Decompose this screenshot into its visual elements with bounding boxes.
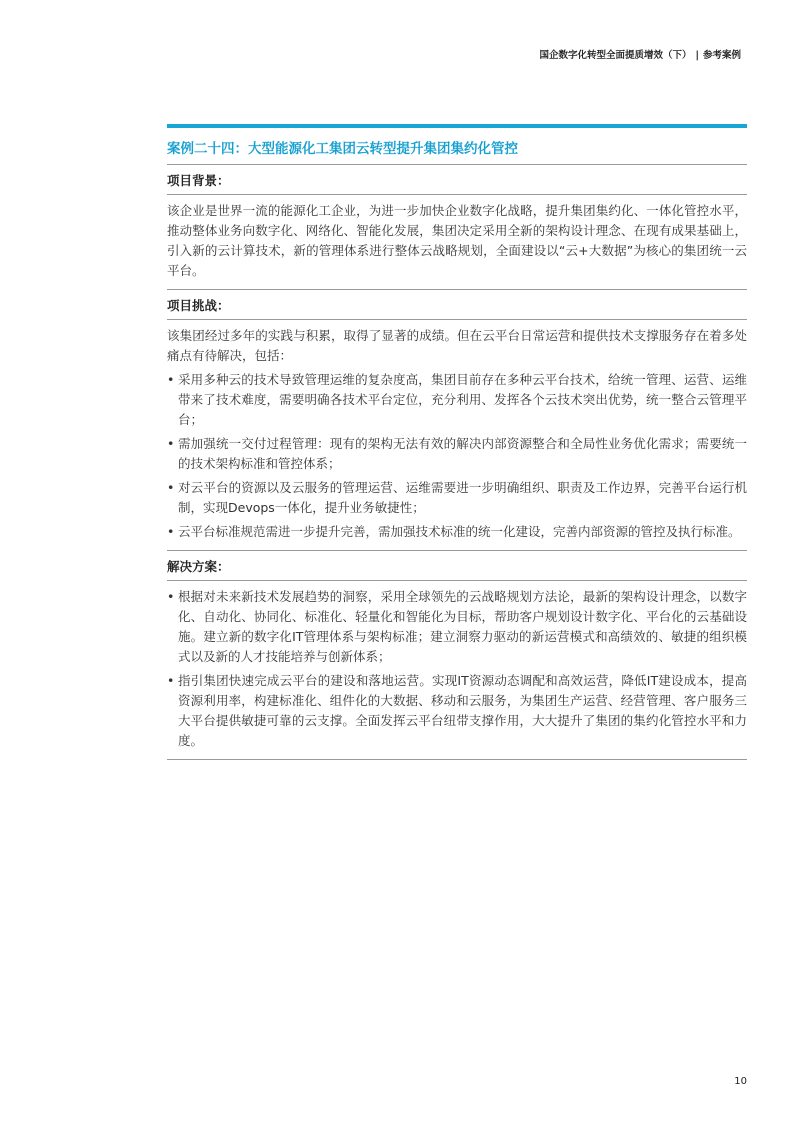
background-heading: 项目背景： <box>167 165 747 195</box>
background-section <box>167 195 747 290</box>
case-title: 案例二十四：大型能源化工集团云转型提升集团集约化管控 <box>167 141 518 157</box>
challenge-item: • 需加强统一交付过程管理：现有的架构无法有效的解决内部资源整合和全局性业务优化需求；需要统一的技术架构标准和管控体系； <box>167 434 747 474</box>
challenges-list <box>167 370 747 542</box>
page-number: 10 <box>734 1076 747 1087</box>
solution-list <box>167 587 747 751</box>
doc-title: 国企数字化转型全面提质增效（下） <box>539 50 692 61</box>
solution-heading: 解决方案： <box>167 551 747 581</box>
background-text: 该企业是世界一流的能源化工企业，为进一步加快企业数字化战略，提升集团集约化、一体化管控水平，推动整体业务向数字化、网络化、智能化发展，集团决定采用全新的架构设计理念、在现有成果基础上，引入新的云计算技术，新的管理体系进行整体云战略规划，全面建设以“云+大数据”为核心的集团统一云平台。 <box>167 203 747 278</box>
challenges-section <box>167 320 747 551</box>
challenges-heading: 项目挑战： <box>167 290 747 320</box>
case-title-bar <box>167 124 747 165</box>
solution-item: • 根据对未来新技术发展趋势的洞察，采用全球领先的云战略规划方法论，最新的架构设计理念，以数字化、自动化、协同化、标准化、轻量化和智能化为目标，帮助客户规划设计数字化、平台化的云基础设施。建立新的数字化IT管理体系与架构标准；建立洞察力驱动的新运营模式和高绩效的、敏捷的组织模式以及新的人才技能培养与创新体系； <box>167 587 747 667</box>
challenge-item: • 云平台标准规范需进一步提升完善，需加强技术标准的统一化建设，完善内部资源的管控及执行标准。 <box>167 522 747 542</box>
case-content <box>167 124 747 760</box>
solution-section <box>167 581 747 760</box>
header-separator: | <box>695 50 699 61</box>
section-label: 参考案例 <box>702 50 741 61</box>
challenge-item: • 采用多种云的技术导致管理运维的复杂度高，集团目前存在多种云平台技术，给统一管理、运营、运维带来了技术难度，需要明确各技术平台定位，充分利用、发挥各个云技术突出优势，统一整合云管理平台； <box>167 370 747 430</box>
running-header <box>539 47 741 61</box>
solution-item: • 指引集团快速完成云平台的建设和落地运营。实现IT资源动态调配和高效运营，降低IT建设成本，提高资源利用率，构建标准化、组件化的大数据、移动和云服务，为集团生产运营、经营管理、客户服务三大平台提供敏捷可靠的云支撑。全面发挥云平台纽带支撑作用，大大提升了集团的集约化管控水平和力度。 <box>167 671 747 751</box>
challenges-intro: 该集团经过多年的实践与积累，取得了显著的成绩。但在云平台日常运营和提供技术支撑服务存在着多处痛点有待解决，包括： <box>167 328 747 363</box>
challenge-item: • 对云平台的资源以及云服务的管理运营、运维需要进一步明确组织、职责及工作边界，完善平台运行机制，实现Devops一体化，提升业务敏捷性； <box>167 478 747 518</box>
